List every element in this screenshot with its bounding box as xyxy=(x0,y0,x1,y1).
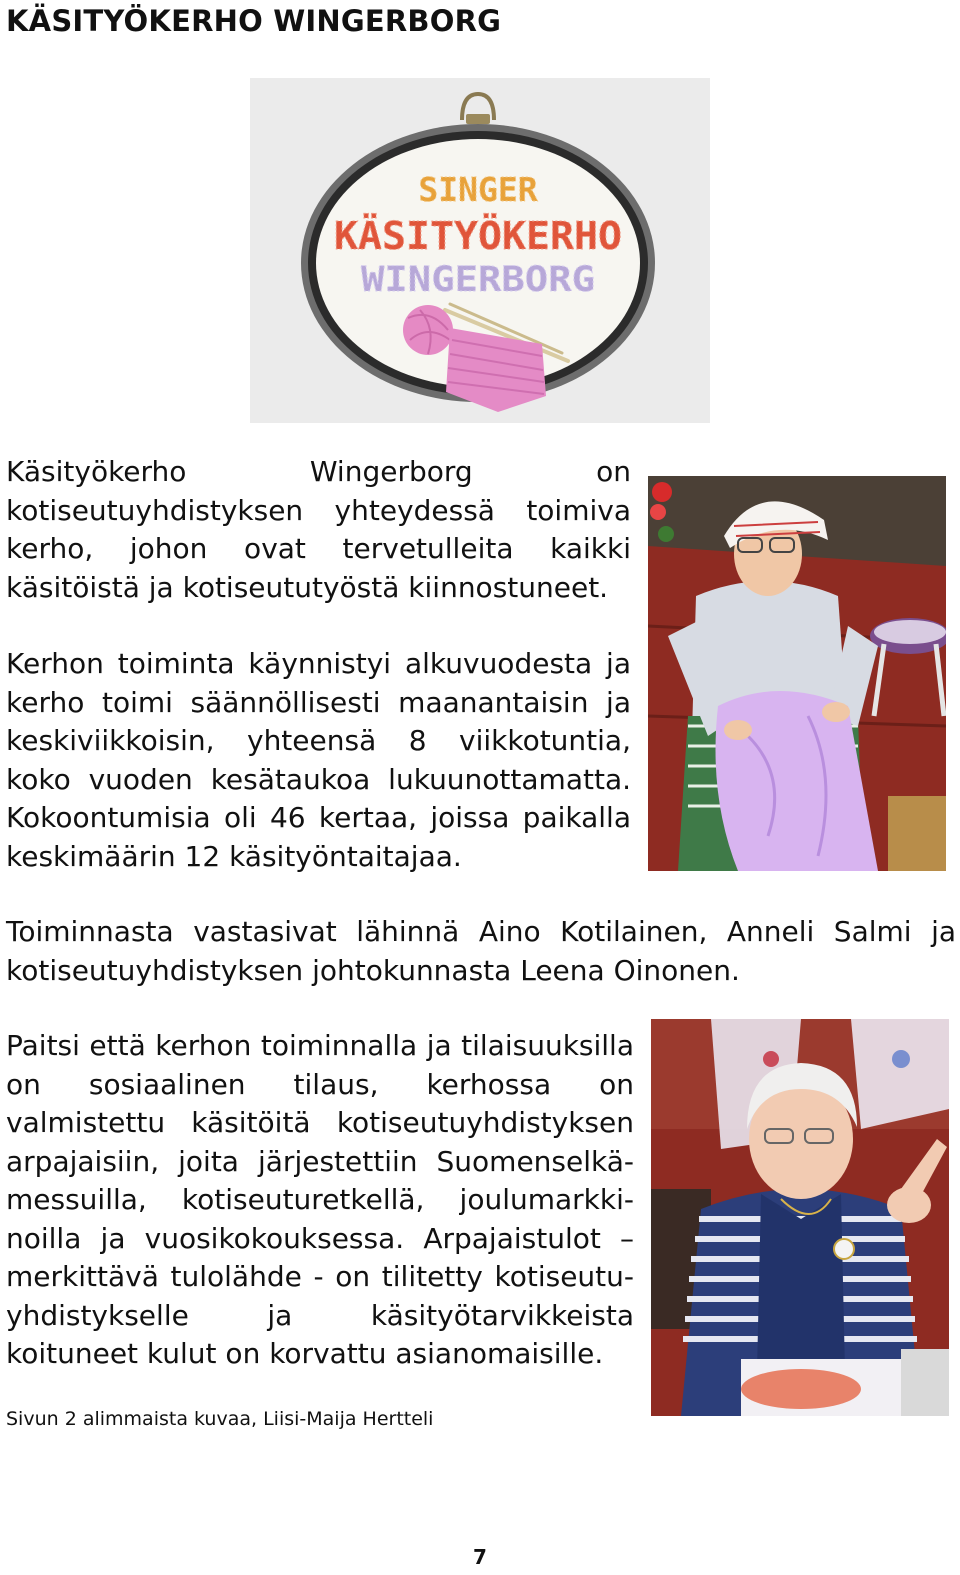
photo-woman-with-headscarf xyxy=(648,476,946,871)
photo-woman-pointing xyxy=(651,1019,949,1416)
photo-caption: Sivun 2 alimmaista kuvaa, Liisi-Maija Hertteli xyxy=(6,1408,434,1430)
embroidery-hoop-photo xyxy=(250,78,710,423)
paragraph-lottery: Paitsi että kerhon toiminnalla ja tilaisuuksilla on sosiaalinen tilaus, kerhossa on valmistettu käsitöitä kotiseutuyhdistyksen arpajaisiin, joita järjestettiin Suomenselkä-messuilla, kotiseuturetkellä, joulumarkki-noilla ja vuosikokouksessa. Arpajaistulot – merkittävä tulolähde - on tilitetty kotiseutu-yhdistykselle ja käsityötarvikkeista koituneet kulut on korvattu asianomaisille. xyxy=(6,1029,634,1370)
embroidery-line-wingerborg: WINGERBORG xyxy=(361,260,595,300)
embroidery-line-singer: SINGER xyxy=(418,170,538,209)
page-number: 7 xyxy=(473,1545,487,1569)
paragraph-activity: Kerhon toiminta käynnistyi alkuvuodesta ja kerho toimi säännöllisesti maanantaisin ja keskiviikkoisin, yhteensä 8 viikkotuntia, koko vuoden kesätaukoa lukuunottamatta. Kokoontumisia oli 46 kertaa, joissa paikalla keskimäärin 12 käsityöntaitajaa. xyxy=(6,647,631,873)
paragraph-responsible: Toiminnasta vastasivat lähinnä Aino Kotilainen, Anneli Salmi ja kotiseutuyhdistyksen johtokunnasta Leena Oinonen. xyxy=(6,915,956,987)
embroidery-line-club: KÄSITYÖKERHO xyxy=(334,214,622,258)
page-title: KÄSITYÖKERHO WINGERBORG xyxy=(6,4,502,38)
paragraph-intro: Käsityökerho Wingerborg on kotiseutuyhdistyksen yhteydessä toimiva kerho, johon ovat tervetulleita kaikki käsitöistä ja kotiseututyöstä kiinnostuneet. xyxy=(6,455,631,604)
